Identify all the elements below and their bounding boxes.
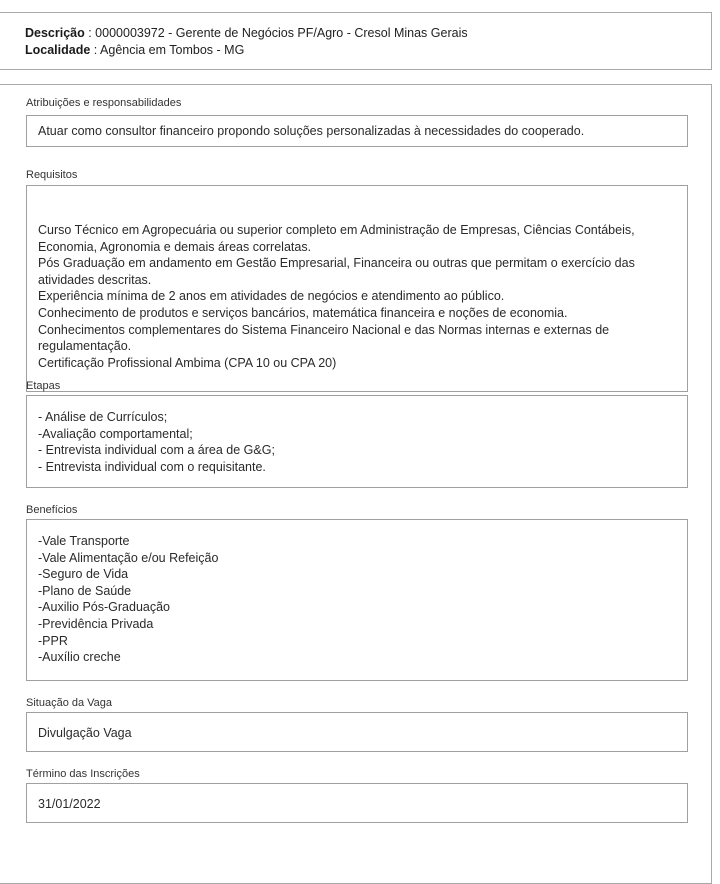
- responsibilities-field: [26, 115, 688, 147]
- location-value: : Agência em Tombos - MG: [90, 43, 245, 57]
- benefits-line: -PPR: [38, 633, 68, 648]
- requirements-line: Conhecimentos complementares do Sistema Financeiro Nacional e das Normas internas e externas de: [38, 322, 610, 337]
- stages-field: [26, 395, 688, 488]
- requirements-line: Experiência mínima de 2 anos em atividades de negócios e atendimento ao público.: [38, 289, 505, 304]
- vacancy-status-label: Situação da Vaga: [26, 697, 113, 709]
- responsibilities-line: Atuar como consultor financeiro propondo soluções personalizadas à necessidades do cooperado.: [38, 124, 585, 138]
- requirements-line: Curso Técnico em Agropecuária ou superior completo em Administração de Empresas, Ciências Contábeis,: [38, 223, 635, 237]
- description-value: : 0000003972 - Gerente de Negócios PF/Agro - Cresol Minas Gerais: [84, 26, 468, 40]
- benefits-line: -Plano de Saúde: [38, 583, 132, 598]
- requirements-line: Conhecimento de produtos e serviços bancários, matemática financeira e noções de economia.: [38, 305, 568, 320]
- requirements-line: Pós Graduação em andamento em Gestão Empresarial, Financeira ou outras que permitam o exercício das: [38, 256, 635, 271]
- benefits-line: -Auxílio creche: [38, 650, 121, 665]
- job-details-card: [0, 84, 712, 884]
- vacancy-status-field: [26, 712, 688, 752]
- stages-label: Etapas: [26, 380, 61, 392]
- responsibilities-label: Atribuições e responsabilidades: [26, 97, 182, 109]
- job-header-card: [0, 12, 712, 70]
- benefits-line: -Auxilio Pós-Graduação: [38, 600, 171, 615]
- stages-line: - Entrevista individual com a área de G&G;: [38, 443, 275, 458]
- benefits-line: -Vale Alimentação e/ou Refeição: [38, 550, 219, 565]
- registration-end-field: [26, 783, 688, 823]
- registration-end-label: Término das Inscrições: [26, 768, 140, 780]
- benefits-label: Benefícios: [26, 504, 78, 516]
- requirements-line: Economia, Agronomia e demais áreas correlatas.: [38, 239, 312, 254]
- requirements-line: Certificação Profissional Ambima (CPA 10 ou CPA 20): [38, 355, 337, 370]
- stages-line: -Avaliação comportamental;: [38, 426, 193, 441]
- vacancy-status-value: Divulgação Vaga: [38, 726, 132, 740]
- location-row: [25, 42, 711, 59]
- description-row: [25, 25, 711, 42]
- benefits-field: [26, 519, 688, 681]
- location-label: Localidade: [25, 43, 91, 57]
- requirements-line: regulamentação.: [38, 339, 132, 354]
- stages-line: - Entrevista individual com o requisitante.: [38, 459, 266, 474]
- stages-line: - Análise de Currículos;: [38, 410, 168, 424]
- benefits-line: -Seguro de Vida: [38, 567, 129, 582]
- requirements-field: [26, 185, 688, 392]
- requirements-label: Requisitos: [26, 169, 78, 181]
- description-label: Descrição: [25, 26, 85, 40]
- benefits-line: -Vale Transporte: [38, 534, 130, 548]
- benefits-line: -Previdência Privada: [38, 616, 154, 631]
- registration-end-value: 31/01/2022: [38, 797, 101, 811]
- requirements-line: atividades descritas.: [38, 272, 152, 287]
